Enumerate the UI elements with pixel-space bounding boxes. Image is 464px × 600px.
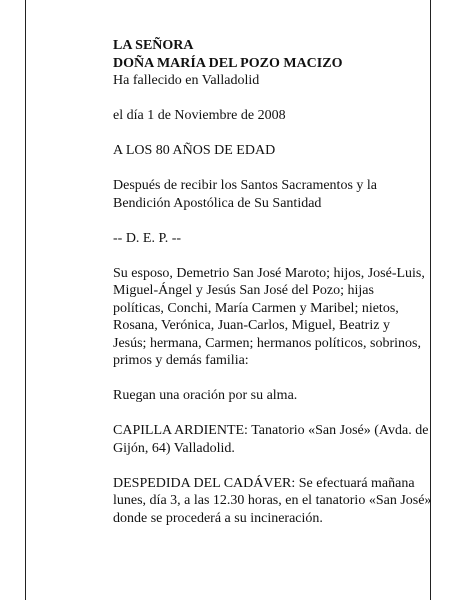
family-paragraph	[113, 265, 443, 370]
notice-heading-name: DOÑA MARÍA DEL POZO MACIZO	[113, 55, 343, 71]
family-line: Miguel-Ángel y Jesús San José del Pozo; hijas	[113, 283, 374, 298]
family-line: políticas, Conchi, María Carmen y Maribel; nietos,	[113, 300, 399, 316]
farewell-paragraph	[113, 475, 443, 528]
rip-marker: -- D. E. P. --	[113, 230, 182, 246]
farewell-line: lunes, día 3, a las 12.30 horas, en el tanatorio «San José»	[113, 493, 432, 508]
sacraments-paragraph	[113, 177, 443, 212]
family-line: Su esposo, Demetrio San José Maroto; hijos, José-Luis,	[113, 265, 425, 281]
notice-heading-title: LA SEÑORA	[113, 38, 194, 53]
sacraments-line: Después de recibir los Santos Sacramentos y la	[113, 178, 377, 193]
sacraments-line: Bendición Apostólica de Su Santidad	[113, 195, 322, 211]
chapel-line: CAPILLA ARDIENTE: Tanatorio «San José» (Avda. de	[113, 423, 429, 438]
farewell-line: donde se procederá a su incineración.	[113, 510, 323, 526]
chapel-line: Gijón, 64) Valladolid.	[113, 440, 235, 456]
family-line: primos y demás familia:	[113, 353, 249, 368]
age-at-death: A LOS 80 AÑOS DE EDAD	[113, 143, 276, 158]
farewell-line: DESPEDIDA DEL CADÁVER: Se efectuará mañana	[113, 475, 415, 491]
chapel-paragraph	[113, 422, 443, 457]
prayer-request: Ruegan una oración por su alma.	[113, 388, 298, 403]
obituary-notice	[113, 37, 443, 527]
date-of-death: el día 1 de Noviembre de 2008	[113, 108, 286, 123]
left-border-line	[25, 0, 26, 600]
place-of-death: Ha fallecido en Valladolid	[113, 73, 260, 88]
family-line: Jesús; hermana, Carmen; hermanos políticos, sobrinos,	[113, 335, 421, 351]
family-line: Rosana, Verónica, Juan-Carlos, Miguel, Beatriz y	[113, 318, 390, 333]
